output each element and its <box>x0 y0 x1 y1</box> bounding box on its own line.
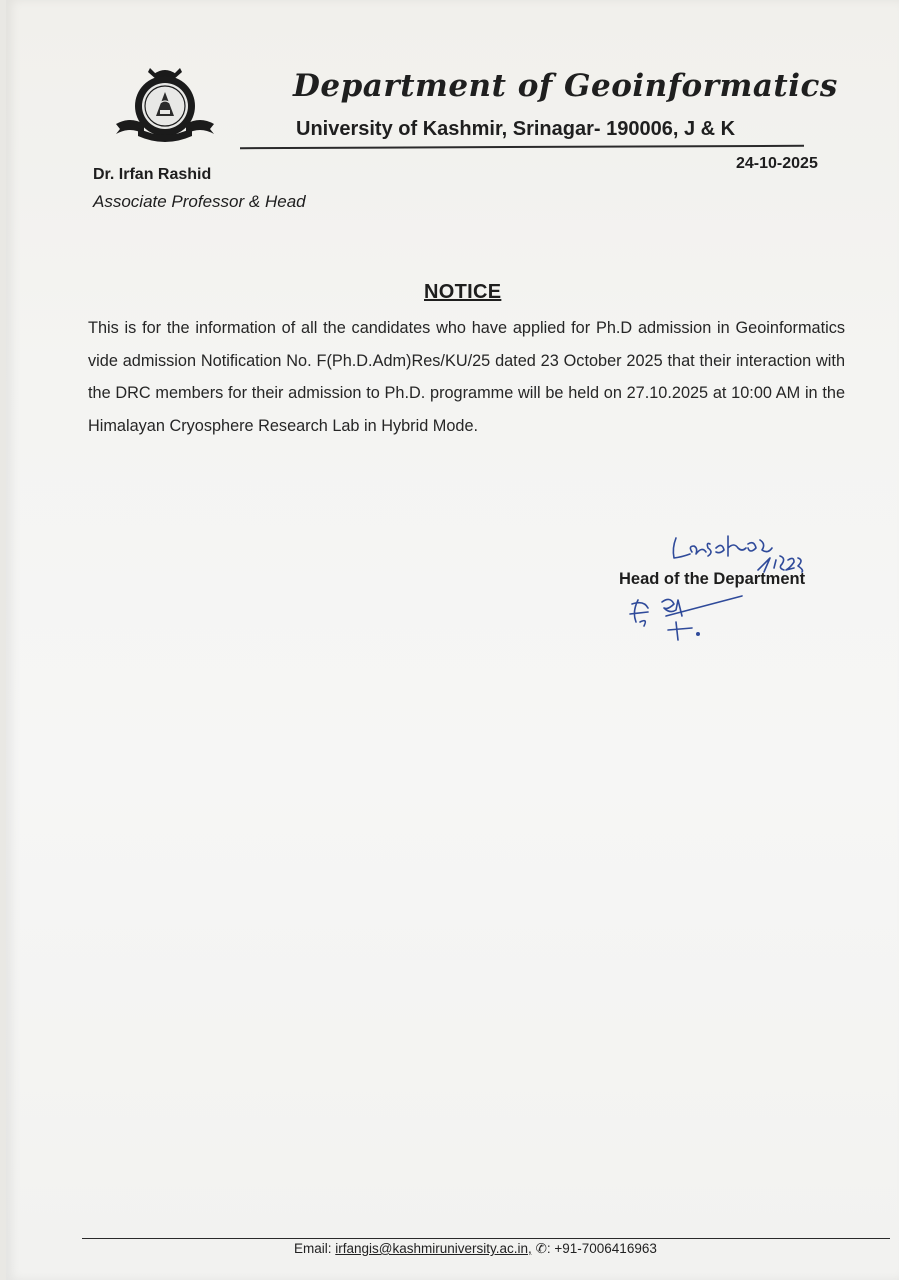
footer-divider <box>82 1238 890 1239</box>
notice-heading: NOTICE <box>424 281 502 303</box>
letter-date: 24-10-2025 <box>736 155 818 172</box>
hod-label: Head of the Department <box>619 570 806 588</box>
handwritten-signature <box>618 530 848 650</box>
notice-body: This is for the information of all the candidates who have applied for Ph.D admission in Geoinformatics vide admission Notification No. F(Ph.D.Adm)Res/KU/25 dated 23 October 2025 that their interaction with the DRC members for their admission to Ph.D. programme will be held on 27.10.2025 at 10:00 AM in the Himalayan Cryosphere Research Lab in Hybrid Mode. <box>88 319 845 435</box>
sender-name: Dr. Irfan Rashid <box>93 166 212 183</box>
paper-sheet <box>6 0 899 1280</box>
phone-number: : +91-7006416963 <box>546 1241 657 1256</box>
email-label: Email: <box>294 1241 332 1256</box>
email-link[interactable]: irfangis@kashmiruniversity.ac.in, <box>335 1241 532 1256</box>
department-title: Department of Geoinformatics <box>293 68 838 104</box>
university-address: University of Kashmir, Srinagar- 190006, J & K <box>296 118 736 140</box>
sender-designation: Associate Professor & Head <box>93 192 306 211</box>
footer-contact <box>294 1241 657 1257</box>
header-divider <box>240 145 804 149</box>
phone-icon: ✆ <box>535 1241 547 1256</box>
university-logo <box>110 64 220 144</box>
